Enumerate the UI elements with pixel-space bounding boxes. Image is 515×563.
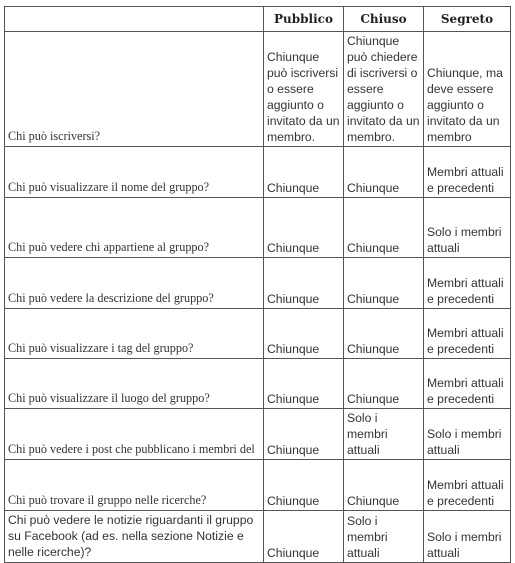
chiuso-cell: Chiunque [344, 309, 424, 359]
segreto-cell: Membri attuali e precedenti [424, 359, 511, 409]
table-row [5, 460, 511, 511]
group-privacy-table [4, 6, 511, 563]
pubblico-cell: Chiunque [264, 147, 344, 198]
question-cell: Chi può vedere le notizie riguardanti il gruppo su Facebook (ad es. nella sezione Notizie e nelle ricerche)? [5, 511, 264, 563]
chiuso-cell: Chiunque [344, 147, 424, 198]
pubblico-cell: Chiunque [264, 309, 344, 359]
segreto-cell: Membri attuali e precedenti [424, 309, 511, 359]
table-row [5, 32, 511, 147]
segreto-cell: Membri attuali e precedenti [424, 147, 511, 198]
table-row [5, 309, 511, 359]
question-cell: Chi può trovare il gruppo nelle ricerche? [5, 460, 264, 511]
question-cell: Chi può visualizzare il nome del gruppo? [5, 147, 264, 198]
question-cell: Chi può vedere i post che pubblicano i membri del [5, 409, 264, 460]
pubblico-cell: Chiunque [264, 460, 344, 511]
segreto-cell: Solo i membri attuali [424, 511, 511, 563]
table-row [5, 511, 511, 563]
pubblico-cell: Chiunque [264, 511, 344, 563]
pubblico-cell: Chiunque [264, 198, 344, 258]
segreto-cell: Membri attuali e precedenti [424, 460, 511, 511]
table-row [5, 147, 511, 198]
table-row [5, 258, 511, 309]
table-row [5, 198, 511, 258]
chiuso-cell: Chiunque [344, 460, 424, 511]
question-cell: Chi può iscriversi? [5, 32, 264, 147]
chiuso-cell: Chiunque [344, 258, 424, 309]
chiuso-cell: Chiunque [344, 198, 424, 258]
chiuso-cell: Chiunque può chiedere di iscriversi o essere aggiunto o invitato da un membro. [344, 32, 424, 147]
header-chiuso: Chiuso [344, 7, 424, 32]
question-cell: Chi può visualizzare il luogo del gruppo? [5, 359, 264, 409]
header-segreto: Segreto [424, 7, 511, 32]
header-empty [5, 7, 264, 32]
question-cell: Chi può visualizzare i tag del gruppo? [5, 309, 264, 359]
pubblico-cell: Chiunque può iscriversi o essere aggiunto o invitato da un membro. [264, 32, 344, 147]
segreto-cell: Solo i membri attuali [424, 409, 511, 460]
chiuso-cell: Solo i membri attuali [344, 511, 424, 563]
chiuso-cell: Solo i membri attuali [344, 409, 424, 460]
header-row [5, 7, 511, 32]
table-row [5, 359, 511, 409]
pubblico-cell: Chiunque [264, 359, 344, 409]
chiuso-cell: Chiunque [344, 359, 424, 409]
segreto-cell: Membri attuali e precedenti [424, 258, 511, 309]
question-cell: Chi può vedere chi appartiene al gruppo? [5, 198, 264, 258]
pubblico-cell: Chiunque [264, 409, 344, 460]
header-pubblico: Pubblico [264, 7, 344, 32]
pubblico-cell: Chiunque [264, 258, 344, 309]
question-cell: Chi può vedere la descrizione del gruppo? [5, 258, 264, 309]
table-row [5, 409, 511, 460]
segreto-cell: Solo i membri attuali [424, 198, 511, 258]
segreto-cell: Chiunque, ma deve essere aggiunto o invitato da un membro [424, 32, 511, 147]
